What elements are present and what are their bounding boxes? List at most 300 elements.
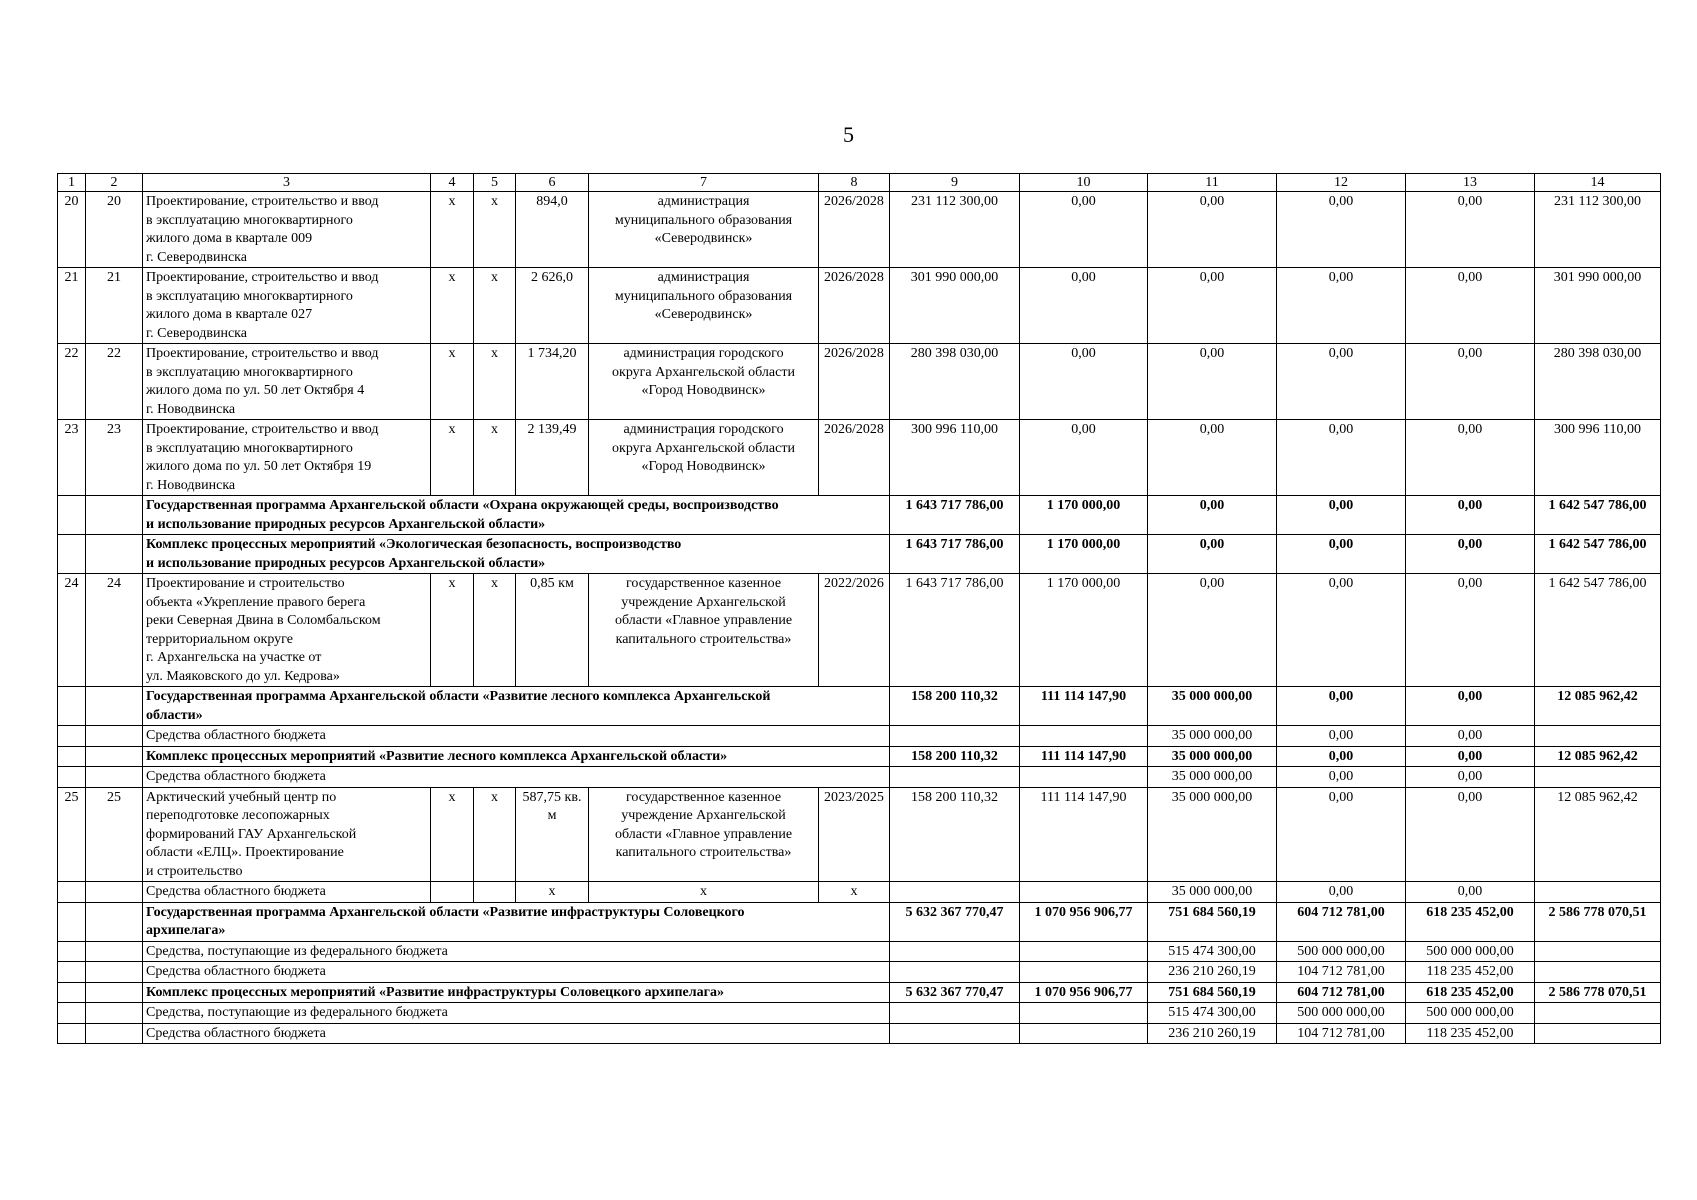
cell-col5: х xyxy=(474,344,516,420)
table-row-item xyxy=(58,344,1661,420)
row-number: 25 xyxy=(58,787,86,882)
amount-col13: 500 000 000,00 xyxy=(1406,941,1535,962)
empty-cell xyxy=(86,535,143,574)
amount-col11: 515 474 300,00 xyxy=(1148,1003,1277,1024)
amount-col11: 236 210 260,19 xyxy=(1148,962,1277,983)
amount-col14: 2 586 778 070,51 xyxy=(1535,902,1661,941)
cell-col8: х xyxy=(819,882,890,903)
amount-col13: 618 235 452,00 xyxy=(1406,902,1535,941)
amount-col14: 231 112 300,00 xyxy=(1535,192,1661,268)
responsible-org-line: капитального строительства» xyxy=(615,631,792,647)
header-cell-1: 1 xyxy=(58,174,86,192)
amount-col10: 0,00 xyxy=(1020,192,1148,268)
amount-col10: 1 170 000,00 xyxy=(1020,574,1148,687)
empty-cell xyxy=(58,767,86,788)
table-row-funding-source xyxy=(58,767,1661,788)
responsible-org xyxy=(589,268,819,344)
empty-cell xyxy=(58,726,86,747)
amount-col13: 0,00 xyxy=(1406,882,1535,903)
amount-total: 1 643 717 786,00 xyxy=(890,535,1020,574)
section-title-line: архипелага» xyxy=(146,923,226,938)
amount-col13: 0,00 xyxy=(1406,344,1535,420)
amount-total: 158 200 110,32 xyxy=(890,687,1020,726)
funding-source-label: Средства областного бюджета xyxy=(143,962,890,983)
object-name-line: в эксплуатацию многоквартирного xyxy=(146,364,353,380)
empty-cell xyxy=(58,746,86,767)
object-name-line: г. Новодвинска xyxy=(146,477,236,493)
object-name-line: в эксплуатацию многоквартирного xyxy=(146,212,353,228)
amount-col12: 604 712 781,00 xyxy=(1277,902,1406,941)
amount-col14: 12 085 962,42 xyxy=(1535,787,1661,882)
amount-col12: 104 712 781,00 xyxy=(1277,962,1406,983)
responsible-org-line: округа Архангельской области xyxy=(612,440,795,456)
amount-col14: 301 990 000,00 xyxy=(1535,268,1661,344)
item-number: 24 xyxy=(86,574,143,687)
object-name-line: г. Архангельска на участке от xyxy=(146,650,322,665)
header-cell-14: 14 xyxy=(1535,174,1661,192)
cell-col5: х xyxy=(474,420,516,496)
amount-col11: 0,00 xyxy=(1148,535,1277,574)
header-cell-6: 6 xyxy=(516,174,589,192)
table-body xyxy=(58,192,1661,1044)
funding-source-label: Средства, поступающие из федерального бюджета xyxy=(143,1003,890,1024)
object-name-line: ул. Маяковского до ул. Кедрова» xyxy=(146,668,340,684)
empty-cell xyxy=(1020,767,1148,788)
amount-col12: 0,00 xyxy=(1277,344,1406,420)
amount-col11: 751 684 560,19 xyxy=(1148,902,1277,941)
period: 2026/2028 xyxy=(819,192,890,268)
amount-col12: 0,00 xyxy=(1277,687,1406,726)
empty-cell xyxy=(58,882,86,903)
table-row-item xyxy=(58,192,1661,268)
amount-col12: 0,00 xyxy=(1277,787,1406,882)
object-name-line: Проектирование, строительство и ввод xyxy=(146,270,379,285)
object-name xyxy=(143,787,431,882)
amount-col10: 111 114 147,90 xyxy=(1020,787,1148,882)
table-row-funding-source xyxy=(58,882,1661,903)
amount-col14: 1 642 547 786,00 xyxy=(1535,535,1661,574)
empty-cell xyxy=(58,687,86,726)
object-name-line: и строительство xyxy=(146,863,243,879)
empty-cell xyxy=(474,882,516,903)
amount-col10: 111 114 147,90 xyxy=(1020,746,1148,767)
header-cell-11: 11 xyxy=(1148,174,1277,192)
amount-col11: 236 210 260,19 xyxy=(1148,1023,1277,1044)
row-number: 23 xyxy=(58,420,86,496)
header-cell-8: 8 xyxy=(819,174,890,192)
amount-col12: 0,00 xyxy=(1277,535,1406,574)
section-title xyxy=(143,902,890,941)
amount-col13: 0,00 xyxy=(1406,420,1535,496)
amount-col11: 35 000 000,00 xyxy=(1148,882,1277,903)
amount-col11: 0,00 xyxy=(1148,344,1277,420)
amount-col14: 300 996 110,00 xyxy=(1535,420,1661,496)
responsible-org-line: капитального строительства» xyxy=(615,845,792,860)
empty-cell xyxy=(1020,726,1148,747)
row-number: 21 xyxy=(58,268,86,344)
empty-cell xyxy=(890,962,1020,983)
section-title-line: Государственная программа Архангельской области «Развитие лесного комплекса Архангельской xyxy=(146,689,771,704)
amount-col11: 35 000 000,00 xyxy=(1148,746,1277,767)
table-row-item xyxy=(58,574,1661,687)
empty-cell xyxy=(86,962,143,983)
empty-cell xyxy=(86,902,143,941)
empty-cell xyxy=(1535,962,1661,983)
section-title xyxy=(143,982,890,1003)
responsible-org-line: муниципального образования xyxy=(614,212,793,228)
empty-cell xyxy=(1535,882,1661,903)
amount-total: 158 200 110,32 xyxy=(890,787,1020,882)
object-name xyxy=(143,192,431,268)
amount-col10: 1 170 000,00 xyxy=(1020,535,1148,574)
amount-col13: 618 235 452,00 xyxy=(1406,982,1535,1003)
cell-col7: х xyxy=(589,882,819,903)
empty-cell xyxy=(86,982,143,1003)
empty-cell xyxy=(431,882,474,903)
responsible-org-line: администрация xyxy=(657,194,750,209)
amount-col11: 0,00 xyxy=(1148,420,1277,496)
funding-source-label: Средства областного бюджета xyxy=(143,726,890,747)
amount-col14: 12 085 962,42 xyxy=(1535,687,1661,726)
object-name-line: реки Северная Двина в Соломбальском xyxy=(146,613,381,628)
responsible-org xyxy=(589,574,819,687)
period: 2026/2028 xyxy=(819,420,890,496)
amount-col11: 35 000 000,00 xyxy=(1148,687,1277,726)
amount-col11: 35 000 000,00 xyxy=(1148,726,1277,747)
empty-cell xyxy=(58,962,86,983)
empty-cell xyxy=(86,726,143,747)
item-number: 21 xyxy=(86,268,143,344)
section-title-line: и использование природных ресурсов Архангельской области» xyxy=(146,516,546,532)
header-cell-13: 13 xyxy=(1406,174,1535,192)
amount-col12: 0,00 xyxy=(1277,496,1406,535)
object-name-line: переподготовке лесопожарных xyxy=(146,808,330,823)
section-title-line: Государственная программа Архангельской области «Охрана окружающей среды, воспроизводство xyxy=(146,498,779,513)
responsible-org-line: администрация xyxy=(657,270,750,285)
cell-col5: х xyxy=(474,574,516,687)
empty-cell xyxy=(58,902,86,941)
amount-col13: 118 235 452,00 xyxy=(1406,1023,1535,1044)
responsible-org-line: государственное казенное xyxy=(625,576,782,591)
capacity: 894,0 xyxy=(516,192,589,268)
object-name xyxy=(143,344,431,420)
amount-total: 5 632 367 770,47 xyxy=(890,982,1020,1003)
table-row-section xyxy=(58,496,1661,535)
empty-cell xyxy=(890,726,1020,747)
responsible-org-line: «Северодвинск» xyxy=(654,307,753,322)
header-cell-7: 7 xyxy=(589,174,819,192)
header-cell-2: 2 xyxy=(86,174,143,192)
object-name-line: области «ЕЛЦ». Проектирование xyxy=(146,845,344,860)
empty-cell xyxy=(58,535,86,574)
amount-total: 301 990 000,00 xyxy=(890,268,1020,344)
empty-cell xyxy=(86,767,143,788)
responsible-org-line: области «Главное управление xyxy=(614,613,793,628)
funding-source-label: Средства областного бюджета xyxy=(143,882,431,903)
object-name-line: Проектирование, строительство и ввод xyxy=(146,422,379,437)
amount-col14: 1 642 547 786,00 xyxy=(1535,496,1661,535)
responsible-org-line: государственное казенное xyxy=(625,789,782,805)
amount-col12: 0,00 xyxy=(1277,767,1406,788)
empty-cell xyxy=(890,882,1020,903)
empty-cell xyxy=(86,746,143,767)
amount-col13: 0,00 xyxy=(1406,746,1535,767)
empty-cell xyxy=(1020,962,1148,983)
object-name-line: в эксплуатацию многоквартирного xyxy=(146,440,353,456)
amount-col11: 35 000 000,00 xyxy=(1148,787,1277,882)
funding-source-label: Средства областного бюджета xyxy=(143,1023,890,1044)
empty-cell xyxy=(86,1023,143,1044)
table-row-funding-source xyxy=(58,726,1661,747)
object-name-line: жилого дома в квартале 009 xyxy=(146,231,313,246)
table-row-item xyxy=(58,268,1661,344)
header-cell-10: 10 xyxy=(1020,174,1148,192)
responsible-org-line: «Северодвинск» xyxy=(654,231,753,246)
responsible-org-line: муниципального образования xyxy=(614,288,793,304)
table-row-funding-source xyxy=(58,962,1661,983)
amount-col13: 0,00 xyxy=(1406,535,1535,574)
cell-col4: х xyxy=(431,787,474,882)
section-title-line: Комплекс процессных мероприятий «Развитие лесного комплекса Архангельской области» xyxy=(146,748,728,764)
header-cell-12: 12 xyxy=(1277,174,1406,192)
capacity: 2 139,49 xyxy=(516,420,589,496)
row-number: 22 xyxy=(58,344,86,420)
amount-col13: 500 000 000,00 xyxy=(1406,1003,1535,1024)
object-name-line: жилого дома по ул. 50 лет Октября 4 xyxy=(146,383,365,398)
object-name-line: территориальном округе xyxy=(146,631,293,647)
amount-col11: 751 684 560,19 xyxy=(1148,982,1277,1003)
empty-cell xyxy=(890,941,1020,962)
empty-cell xyxy=(890,1003,1020,1024)
page-number: 5 xyxy=(843,122,854,147)
row-number: 20 xyxy=(58,192,86,268)
amount-col12: 0,00 xyxy=(1277,420,1406,496)
amount-col12: 500 000 000,00 xyxy=(1277,941,1406,962)
table-row-section xyxy=(58,982,1661,1003)
empty-cell xyxy=(86,496,143,535)
empty-cell xyxy=(86,941,143,962)
amount-col14: 12 085 962,42 xyxy=(1535,746,1661,767)
table-row-funding-source xyxy=(58,1023,1661,1044)
section-title-line: Комплекс процессных мероприятий «Развитие инфраструктуры Соловецкого архипелага» xyxy=(146,984,724,1000)
amount-col13: 0,00 xyxy=(1406,787,1535,882)
amount-col11: 35 000 000,00 xyxy=(1148,767,1277,788)
responsible-org-line: области «Главное управление xyxy=(614,826,793,842)
object-name xyxy=(143,574,431,687)
cell-col4: х xyxy=(431,344,474,420)
cell-col5: х xyxy=(474,268,516,344)
row-number: 24 xyxy=(58,574,86,687)
capacity: 1 734,20 xyxy=(516,344,589,420)
table-row-funding-source xyxy=(58,941,1661,962)
item-number: 25 xyxy=(86,787,143,882)
amount-col10: 1 070 956 906,77 xyxy=(1020,982,1148,1003)
responsible-org xyxy=(589,344,819,420)
empty-cell xyxy=(58,1003,86,1024)
item-number: 23 xyxy=(86,420,143,496)
object-name-line: Проектирование и строительство xyxy=(146,576,345,591)
header-cell-4: 4 xyxy=(431,174,474,192)
cell-col4: х xyxy=(431,192,474,268)
empty-cell xyxy=(86,882,143,903)
amount-col12: 0,00 xyxy=(1277,882,1406,903)
object-name xyxy=(143,420,431,496)
object-name-line: жилого дома в квартале 027 xyxy=(146,307,313,322)
amount-col11: 0,00 xyxy=(1148,268,1277,344)
amount-col11: 0,00 xyxy=(1148,496,1277,535)
table-row-section xyxy=(58,687,1661,726)
amount-col12: 604 712 781,00 xyxy=(1277,982,1406,1003)
amount-col10: 0,00 xyxy=(1020,344,1148,420)
section-title-line: Комплекс процессных мероприятий «Экологическая безопасность, воспроизводство xyxy=(146,537,682,552)
empty-cell xyxy=(1020,941,1148,962)
amount-total: 1 643 717 786,00 xyxy=(890,496,1020,535)
amount-col13: 0,00 xyxy=(1406,687,1535,726)
item-number: 20 xyxy=(86,192,143,268)
amount-total: 1 643 717 786,00 xyxy=(890,574,1020,687)
empty-cell xyxy=(1535,1023,1661,1044)
section-title xyxy=(143,535,890,574)
empty-cell xyxy=(86,1003,143,1024)
object-name-line: формирований ГАУ Архангельской xyxy=(146,826,357,842)
empty-cell xyxy=(1020,882,1148,903)
period: 2026/2028 xyxy=(819,344,890,420)
empty-cell xyxy=(1020,1023,1148,1044)
cell-col4: х xyxy=(431,420,474,496)
capacity: 0,85 км xyxy=(516,574,589,687)
funding-source-label: Средства областного бюджета xyxy=(143,767,890,788)
amount-col12: 0,00 xyxy=(1277,574,1406,687)
table-row-funding-source xyxy=(58,1003,1661,1024)
amount-col12: 0,00 xyxy=(1277,726,1406,747)
amount-col14: 2 586 778 070,51 xyxy=(1535,982,1661,1003)
amount-col14: 280 398 030,00 xyxy=(1535,344,1661,420)
responsible-org xyxy=(589,192,819,268)
amount-total: 280 398 030,00 xyxy=(890,344,1020,420)
item-number: 22 xyxy=(86,344,143,420)
header-cell-3: 3 xyxy=(143,174,431,192)
object-name-line: Арктический учебный центр по xyxy=(146,789,337,805)
amount-col11: 515 474 300,00 xyxy=(1148,941,1277,962)
empty-cell xyxy=(1535,941,1661,962)
responsible-org-line: «Город Новодвинск» xyxy=(641,383,766,398)
amount-col10: 111 114 147,90 xyxy=(1020,687,1148,726)
amount-col13: 118 235 452,00 xyxy=(1406,962,1535,983)
empty-cell xyxy=(58,982,86,1003)
amount-col10: 1 170 000,00 xyxy=(1020,496,1148,535)
responsible-org-line: учреждение Архангельской xyxy=(621,594,786,610)
table-row-section xyxy=(58,535,1661,574)
amount-col12: 0,00 xyxy=(1277,746,1406,767)
cell-col6: х xyxy=(516,882,589,903)
responsible-org-line: администрация городского xyxy=(623,346,784,361)
object-name xyxy=(143,268,431,344)
header-cell-5: 5 xyxy=(474,174,516,192)
table-row-item xyxy=(58,787,1661,882)
period: 2023/2025 xyxy=(819,787,890,882)
amount-col11: 0,00 xyxy=(1148,192,1277,268)
responsible-org-line: округа Архангельской области xyxy=(612,364,795,380)
section-title-line: и использование природных ресурсов Архангельской области» xyxy=(146,555,546,571)
amount-total: 300 996 110,00 xyxy=(890,420,1020,496)
object-name-line: г. Новодвинска xyxy=(146,401,236,417)
empty-cell xyxy=(890,767,1020,788)
empty-cell xyxy=(1535,1003,1661,1024)
responsible-org xyxy=(589,420,819,496)
empty-cell xyxy=(1020,1003,1148,1024)
section-title-line: Государственная программа Архангельской области «Развитие инфраструктуры Соловецкого xyxy=(146,904,745,920)
amount-col12: 0,00 xyxy=(1277,268,1406,344)
amount-col12: 500 000 000,00 xyxy=(1277,1003,1406,1024)
section-title xyxy=(143,746,890,767)
amount-col10: 1 070 956 906,77 xyxy=(1020,902,1148,941)
header-row xyxy=(58,174,1661,192)
amount-col13: 0,00 xyxy=(1406,268,1535,344)
empty-cell xyxy=(1535,767,1661,788)
empty-cell xyxy=(58,1023,86,1044)
table-row-section xyxy=(58,902,1661,941)
object-name-line: в эксплуатацию многоквартирного xyxy=(146,288,353,304)
amount-col13: 0,00 xyxy=(1406,574,1535,687)
cell-col5: х xyxy=(474,787,516,882)
cell-col5: х xyxy=(474,192,516,268)
empty-cell xyxy=(58,941,86,962)
empty-cell xyxy=(890,1023,1020,1044)
amount-col12: 104 712 781,00 xyxy=(1277,1023,1406,1044)
object-name-line: Проектирование, строительство и ввод xyxy=(146,346,379,361)
cell-col4: х xyxy=(431,574,474,687)
empty-cell xyxy=(1535,726,1661,747)
section-title-line: области» xyxy=(146,707,203,723)
empty-cell xyxy=(86,687,143,726)
amount-col10: 0,00 xyxy=(1020,268,1148,344)
responsible-org-line: «Город Новодвинск» xyxy=(641,459,766,474)
amount-col13: 0,00 xyxy=(1406,726,1535,747)
amount-col12: 0,00 xyxy=(1277,192,1406,268)
responsible-org-line: учреждение Архангельской xyxy=(621,808,786,823)
object-name-line: объекта «Укрепление правого берега xyxy=(146,594,366,610)
empty-cell xyxy=(58,496,86,535)
funding-source-label: Средства, поступающие из федерального бюджета xyxy=(143,941,890,962)
table-row-item xyxy=(58,420,1661,496)
object-name-line: Проектирование, строительство и ввод xyxy=(146,194,379,209)
amount-total: 231 112 300,00 xyxy=(890,192,1020,268)
amount-col13: 0,00 xyxy=(1406,192,1535,268)
budget-table xyxy=(57,173,1661,1044)
amount-col11: 0,00 xyxy=(1148,574,1277,687)
capacity: 2 626,0 xyxy=(516,268,589,344)
period: 2022/2026 xyxy=(819,574,890,687)
responsible-org-line: администрация городского xyxy=(623,422,784,437)
object-name-line: жилого дома по ул. 50 лет Октября 19 xyxy=(146,459,372,474)
amount-col13: 0,00 xyxy=(1406,767,1535,788)
object-name-line: г. Северодвинска xyxy=(146,249,247,265)
amount-col10: 0,00 xyxy=(1020,420,1148,496)
section-title xyxy=(143,496,890,535)
amount-col13: 0,00 xyxy=(1406,496,1535,535)
object-name-line: г. Северодвинска xyxy=(146,325,247,341)
table-row-section xyxy=(58,746,1661,767)
section-title xyxy=(143,687,890,726)
responsible-org xyxy=(589,787,819,882)
amount-total: 158 200 110,32 xyxy=(890,746,1020,767)
period: 2026/2028 xyxy=(819,268,890,344)
capacity: 587,75 кв. м xyxy=(516,787,589,882)
amount-col14: 1 642 547 786,00 xyxy=(1535,574,1661,687)
amount-total: 5 632 367 770,47 xyxy=(890,902,1020,941)
header-cell-9: 9 xyxy=(890,174,1020,192)
cell-col4: х xyxy=(431,268,474,344)
